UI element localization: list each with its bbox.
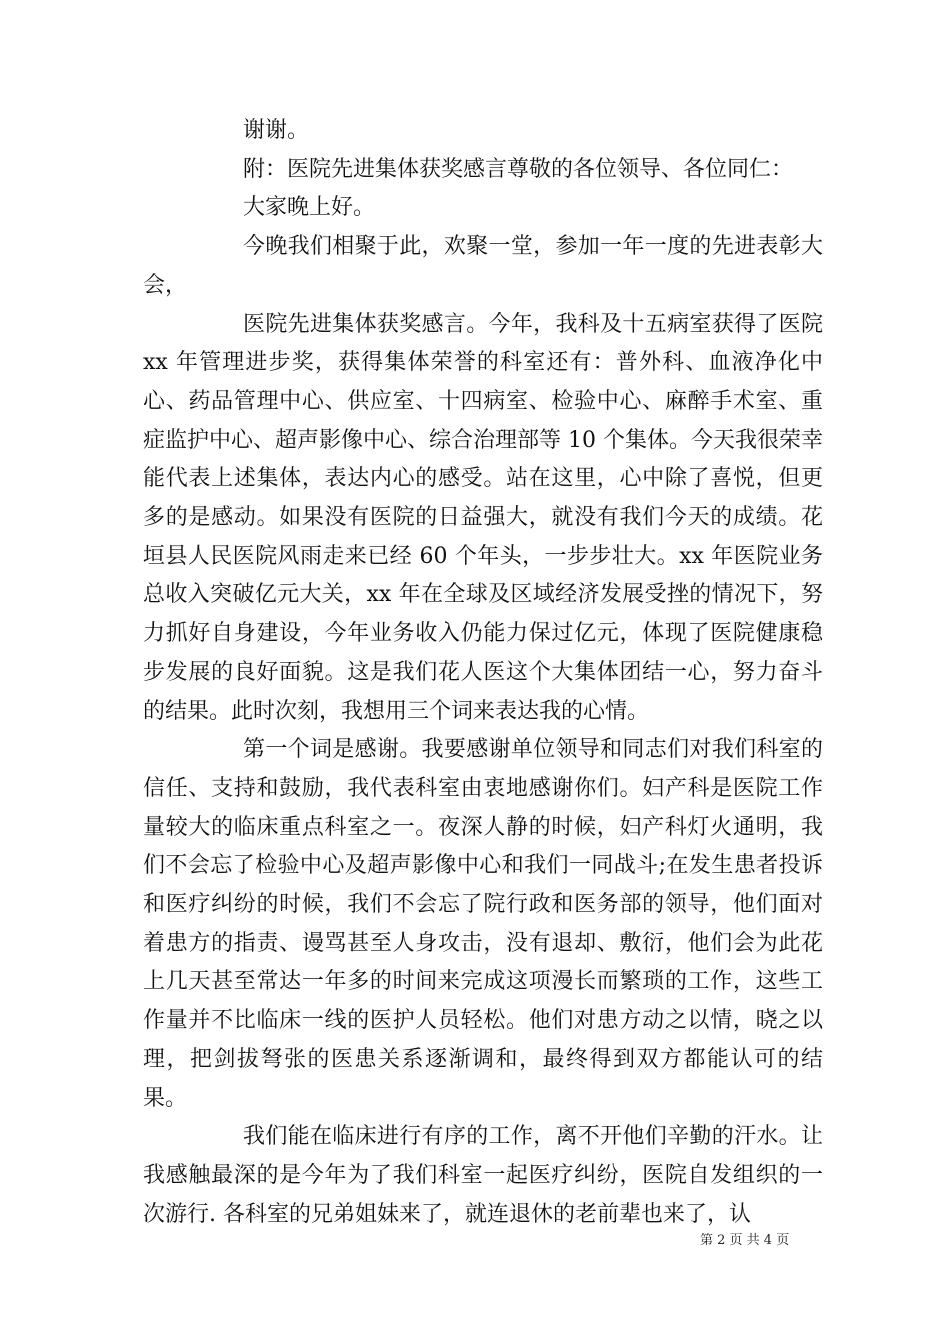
paragraph-gratitude: 第一个词是感谢。我要感谢单位领导和同志们对我们科室的信任、支持和鼓励，我代表科室由衷地感谢你们。妇产科是医院工作量较大的临床重点科室之一。夜深人静的时候，妇产科灯火通明，我们不会忘了检验中心及超声影像中心和我们一同战斗;在发生患者投诉和医疗纠纷的时候，我们不会忘了院行政和医务部的领导，他们面对着患方的指责、谩骂甚至人身攻击，没有退却、敷衍，他们会为此花上几天甚至常达一年多的时间来完成这项漫长而繁琐的工作，这些工作量并不比临床一线的医护人员轻松。他们对患方动之以情，晓之以理，把剑拔弩张的医患关系逐渐调和，最终得到双方都能认可的结果。 [143, 737, 823, 1111]
paragraph-appendix-title: 附：医院先进集体获奖感言尊敬的各位领导、各位同仁： [243, 156, 794, 182]
paragraph-opening: 今晚我们相聚于此，欢聚一堂，参加一年一度的先进表彰大会， [143, 234, 823, 298]
paragraph-award-summary: 医院先进集体获奖感言。今年，我科及十五病室获得了医院 xx 年管理进步奖，获得集体荣誉的科室还有：普外科、血液净化中心、药品管理中心、供应室、十四病室、检验中心、麻醉手术室、重症监护中心、超声影像中心、综合治理部等 10 个集体。今天我很荣幸能代表上述集体，表达内心的感受。站在这里，心中除了喜悦，但更多的是感动。如果没有医院的日益强大，就没有我们今天的成绩。花垣县人民医院风雨走来已经 60 个年头，一步步壮大。xx 年医院业务总收入突破亿元大关，xx 年在全球及区域经济发展受挫的情况下，努力抓好自身建设，今年业务收入仍能力保过亿元，体现了医院健康稳步发展的良好面貌。这是我们花人医这个大集体团结一心，努力奋斗的结果。此时次刻，我想用三个词来表达我的心情。 [143, 311, 823, 724]
page-number: 第 2 页 共 4 页 [700, 1233, 790, 1248]
paragraph-greeting: 大家晚上好。 [243, 195, 376, 221]
paragraph-support: 我们能在临床进行有序的工作，离不开他们辛勤的汗水。让我感触最深的是今年为了我们科室一起医疗纠纷，医院自发组织的一次游行. 各科室的兄弟姐妹来了，就连退休的老前辈也来了，认 [143, 1124, 823, 1227]
document-body [143, 112, 823, 1234]
paragraph-thanks: 谢谢。 [243, 118, 310, 143]
